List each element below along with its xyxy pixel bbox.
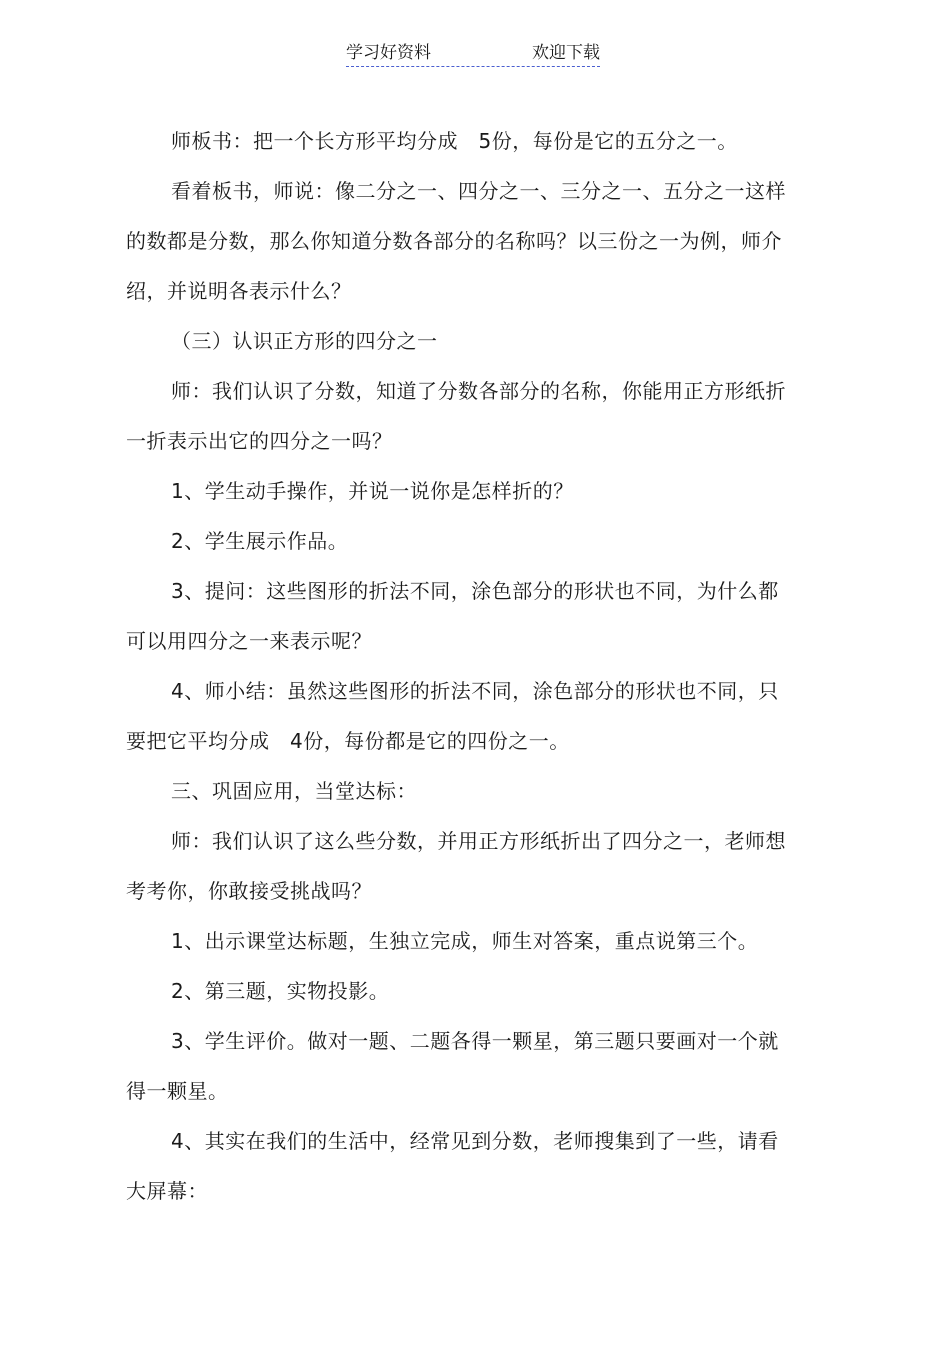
- section-heading-consolidation: 三、巩固应用，当堂达标：: [171, 779, 417, 803]
- list-item-projection: 2、第三题，实物投影。: [171, 979, 390, 1003]
- list-item-evaluation: 3、学生评价。做对一题、二题各得一颗星，第三题只要画对一个就得一颗星。: [126, 1029, 779, 1103]
- list-item-question: 3、提问：这些图形的折法不同，涂色部分的形状也不同，为什么都可以用四分之一来表示呢？: [126, 579, 779, 653]
- header-left-text: 学习好资料: [346, 43, 431, 63]
- paragraph-challenge: 师：我们认识了这么些分数，并用正方形纸折出了四分之一，老师想考考你，你敢接受挑战吗？: [126, 829, 786, 903]
- header-right-text: 欢迎下载: [532, 43, 600, 63]
- paragraph-fraction-names: 看着板书，师说：像二分之一、四分之一、三分之一、五分之一这样的数都是分数，那么你知道分数各部分的名称吗？以三份之一为例，师介绍，并说明各表示什么？: [126, 179, 786, 303]
- section-heading-square-quarter: （三）认识正方形的四分之一: [171, 329, 438, 353]
- list-item-daily-life: 4、其实在我们的生活中，经常见到分数，老师搜集到了一些，请看大屏幕：: [126, 1129, 779, 1203]
- list-item-show-work: 2、学生展示作品。: [171, 529, 349, 553]
- document-body: [126, 116, 794, 1216]
- paragraph-board-writing: 师板书：把一个长方形平均分成 5份，每份是它的五分之一。: [171, 129, 738, 153]
- page-header: [346, 40, 600, 67]
- list-item-exercise: 1、出示课堂达标题，生独立完成，师生对答案，重点说第三个。: [171, 929, 759, 953]
- paragraph-fold-square: 师：我们认识了分数，知道了分数各部分的名称，你能用正方形纸折一折表示出它的四分之一吗？: [126, 379, 786, 453]
- list-item-hands-on: 1、学生动手操作，并说一说你是怎样折的？: [171, 479, 574, 503]
- list-item-summary: 4、师小结：虽然这些图形的折法不同，涂色部分的形状也不同，只要把它平均分成 4份，每份都是它的四份之一。: [126, 679, 779, 753]
